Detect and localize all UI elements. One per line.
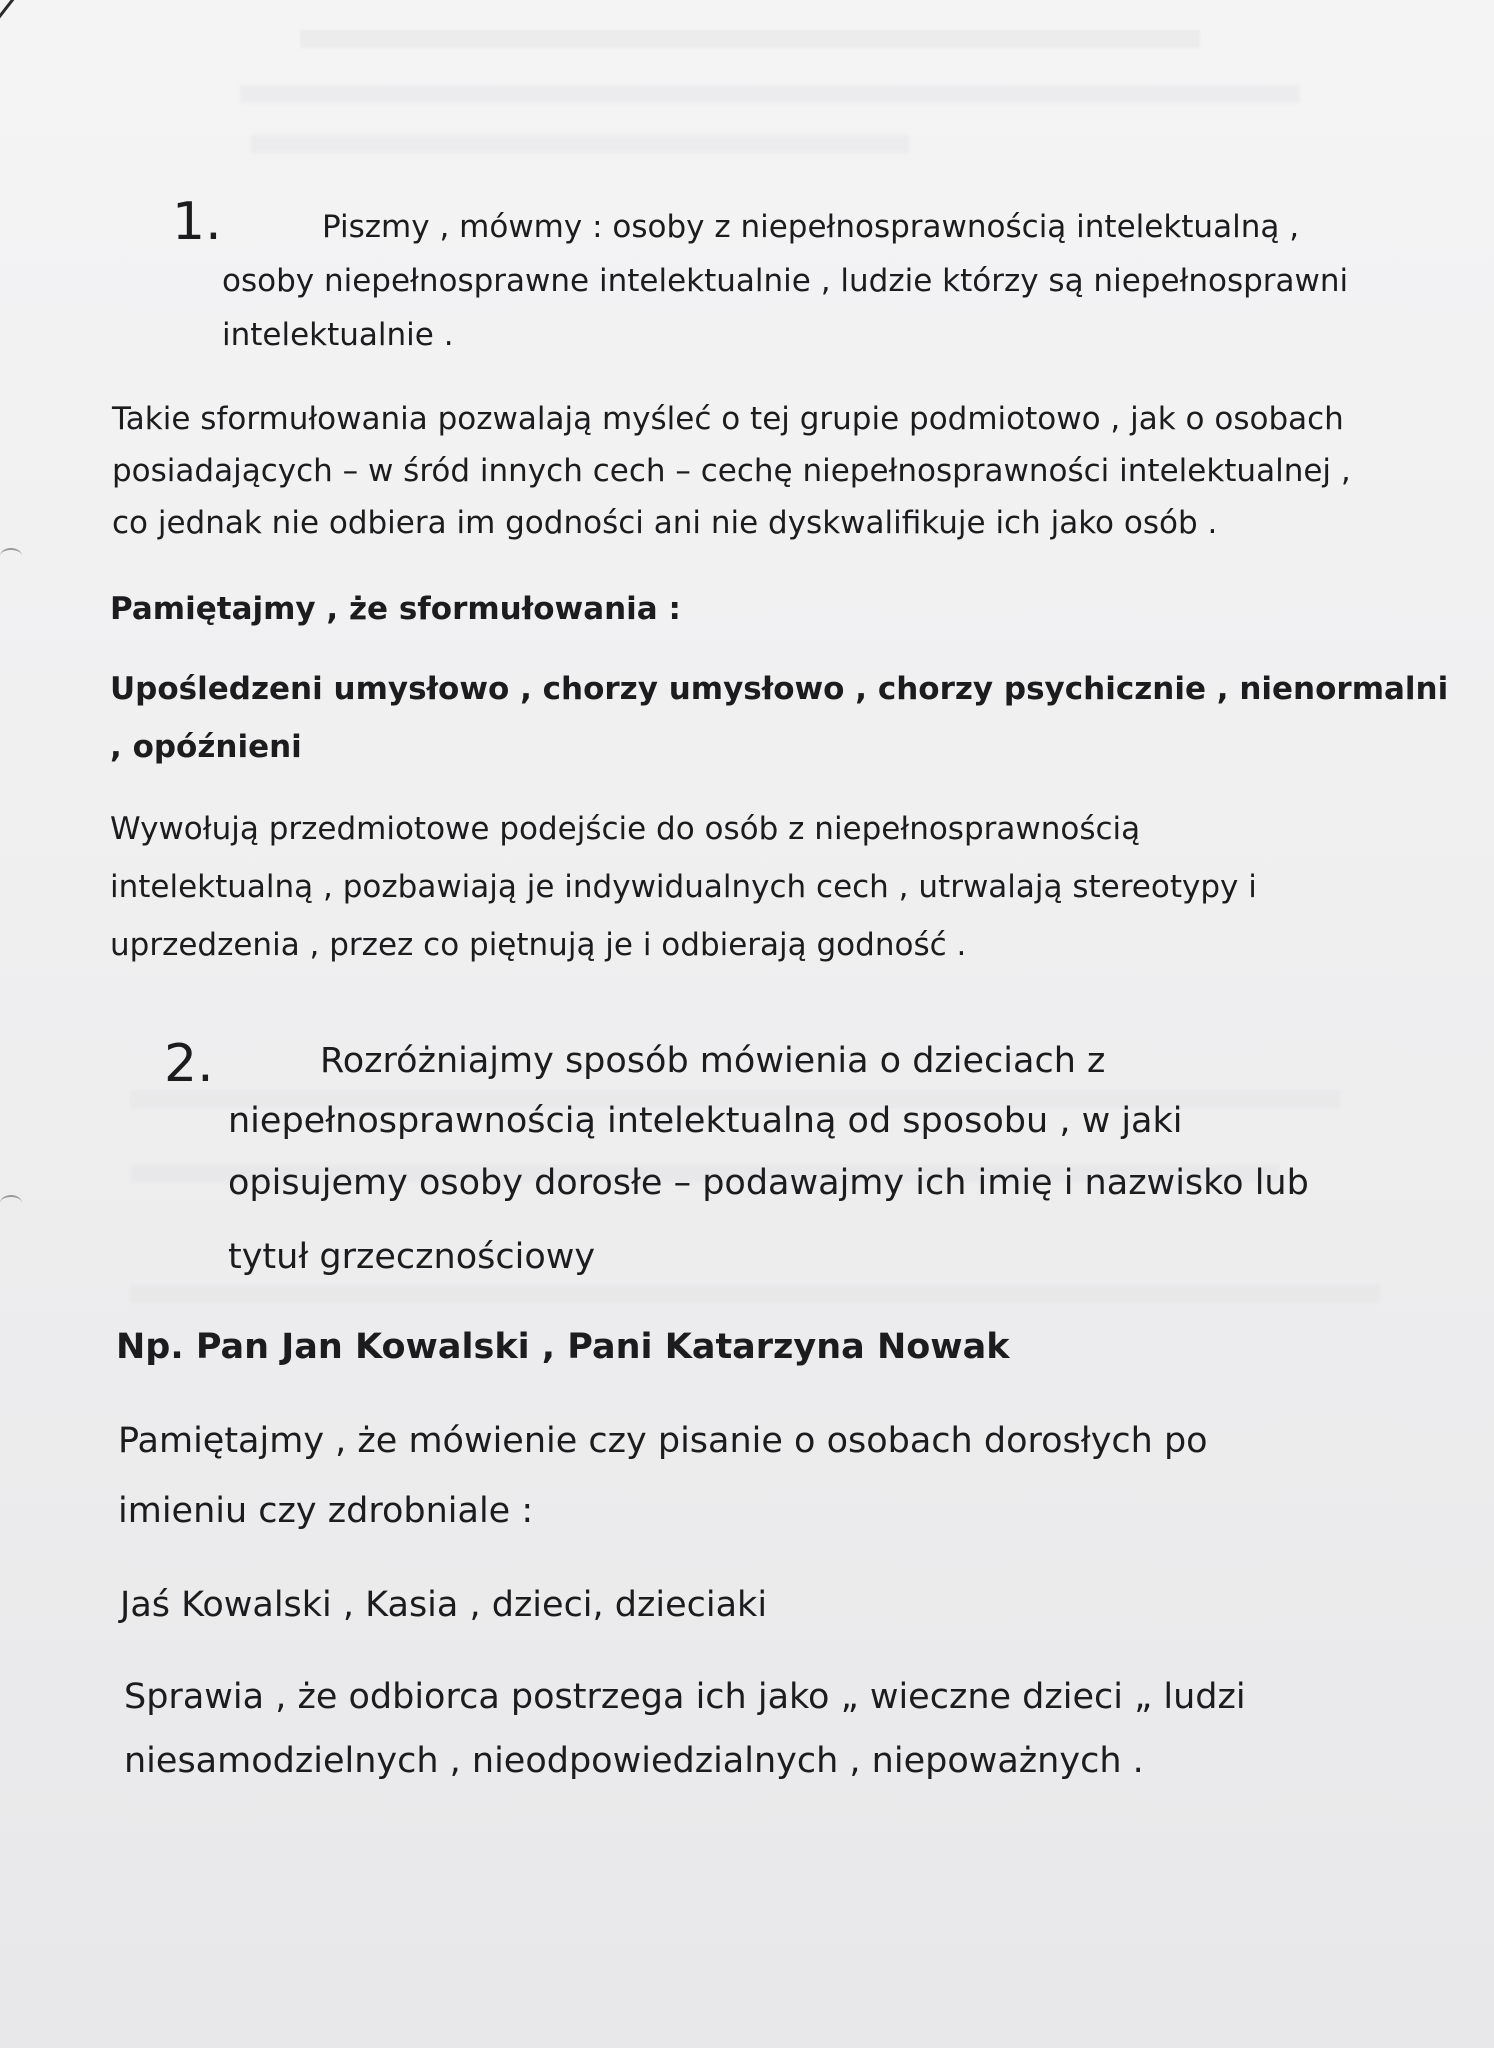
section-2-consequence-line: niesamodzielnych , nieodpowiedzialnych , niepoważnych . bbox=[124, 1741, 1144, 1781]
section-1-consequence-line: Wywołują przedmiotowe podejście do osób z niepełnosprawnością bbox=[110, 811, 1141, 847]
section-2-intro-line: niepełnosprawnością intelektualną od sposobu , w jaki bbox=[228, 1101, 1183, 1141]
show-through-texture bbox=[130, 1285, 1380, 1303]
section-1-consequence-line: uprzedzenia , przez co piętnują je i odbierają godność . bbox=[110, 927, 967, 963]
section-2-consequence-line: Sprawia , że odbiorca postrzega ich jako „ wieczne dzieci „ ludzi bbox=[124, 1677, 1246, 1717]
section-1-intro-line: intelektualnie . bbox=[222, 317, 454, 353]
show-through-texture bbox=[300, 30, 1200, 48]
section-1-bad-terms-line: , opóźnieni bbox=[110, 729, 302, 765]
page-corner-edge bbox=[0, 0, 49, 42]
section-2-intro-line: tytuł grzecznościowy bbox=[228, 1237, 596, 1277]
margin-mark bbox=[0, 548, 22, 564]
show-through-texture bbox=[240, 85, 1300, 103]
show-through-texture bbox=[250, 135, 910, 153]
section-1-number: 1. bbox=[172, 192, 222, 252]
section-2-example: Np. Pan Jan Kowalski , Pani Katarzyna Nowak bbox=[116, 1327, 1010, 1367]
section-2-number: 2. bbox=[164, 1034, 214, 1094]
section-1-explanation-line: co jednak nie odbiera im godności ani nie dyskwalifikuje ich jako osób . bbox=[112, 505, 1218, 541]
section-2-intro-line: Rozróżniajmy sposób mówienia o dzieciach z bbox=[320, 1041, 1106, 1081]
section-1-bad-terms-line: Upośledzeni umysłowo , chorzy umysłowo , chorzy psychicznie , nienormalni bbox=[110, 671, 1449, 707]
section-1-intro-line: osoby niepełnosprawne intelektualnie , ludzie którzy są niepełnosprawni bbox=[222, 263, 1349, 299]
section-1-explanation-line: Takie sformułowania pozwalają myśleć o tej grupie podmiotowo , jak o osobach bbox=[112, 401, 1344, 437]
margin-mark bbox=[0, 1195, 22, 1211]
section-1-consequence-line: intelektualną , pozbawiają je indywidualnych cech , utrwalają stereotypy i bbox=[110, 869, 1257, 905]
section-1-remember-heading: Pamiętajmy , że sformułowania : bbox=[110, 591, 681, 627]
section-2-intro-line: opisujemy osoby dorosłe – podawajmy ich imię i nazwisko lub bbox=[228, 1163, 1309, 1203]
section-1-intro-line: Piszmy , mówmy : osoby z niepełnosprawnością intelektualną , bbox=[322, 209, 1300, 245]
section-2-diminutives: Jaś Kowalski , Kasia , dzieci, dzieciaki bbox=[120, 1585, 768, 1625]
section-2-remember-line: imieniu czy zdrobniale : bbox=[118, 1491, 534, 1531]
section-2-remember-line: Pamiętajmy , że mówienie czy pisanie o osobach dorosłych po bbox=[118, 1421, 1208, 1461]
section-1-explanation-line: posiadających – w śród innych cech – cechę niepełnosprawności intelektualnej , bbox=[112, 453, 1351, 489]
